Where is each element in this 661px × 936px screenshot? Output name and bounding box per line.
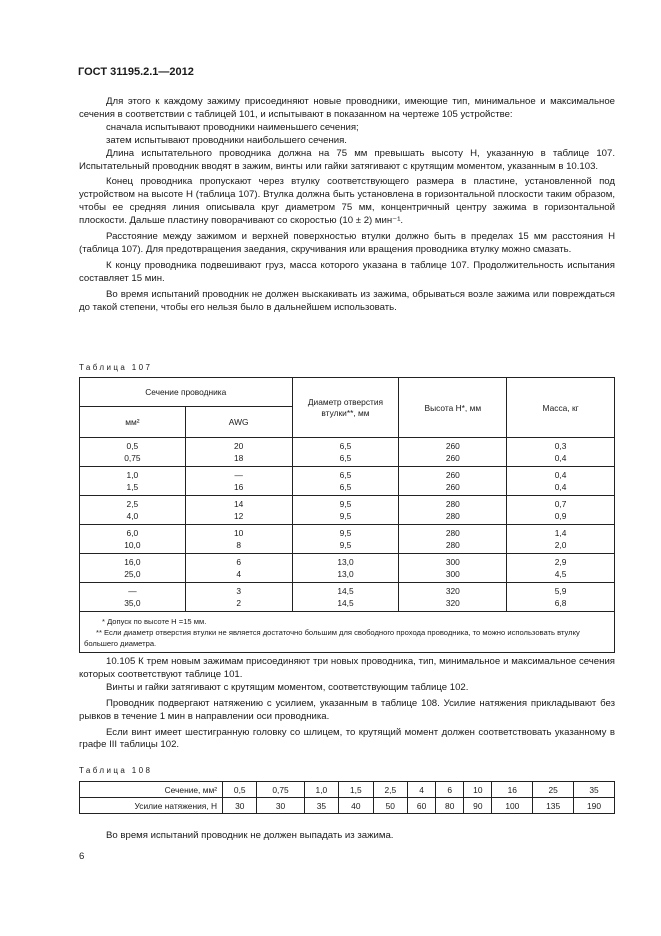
header-awg: AWG <box>185 407 292 438</box>
table-cell-mass: 2,9 4,5 <box>507 554 615 583</box>
table-cell: 0,5 <box>223 782 257 798</box>
footnote-1: * Допуск по высоте H =15 мм. <box>102 617 207 626</box>
table-cell: 100 <box>492 798 533 814</box>
table-cell-awg: 6 4 <box>185 554 292 583</box>
paragraph: Во время испытаний проводник не должен выскакивать из зажима, обрываться возле зажима или повреждаться до такой степени, чтобы его нельзя было в дальнейшем использовать. <box>79 288 615 313</box>
table-cell: 80 <box>436 798 464 814</box>
paragraph: К концу проводника подвешивают груз, масса которого указана в таблице 107. Продолжительность испытания составляет 15 мин. <box>79 259 615 284</box>
row-label-section: Сечение, мм² <box>80 782 223 798</box>
table-107 <box>79 377 615 653</box>
table-cell-mm: 6,0 10,0 <box>80 525 186 554</box>
table-cell-mass: 1,4 2,0 <box>507 525 615 554</box>
table-cell-diameter: 6,5 6,5 <box>292 467 399 496</box>
table-cell-mass: 0,7 0,9 <box>507 496 615 525</box>
table-cell-mm: 16,0 25,0 <box>80 554 186 583</box>
paragraph: Винты и гайки затягивают с крутящим моментом, соответствующим таблице 102. <box>106 681 469 693</box>
table-cell: 135 <box>533 798 574 814</box>
header-mm: мм² <box>80 407 186 438</box>
header-mass: Масса, кг <box>507 378 615 438</box>
table-cell: 16 <box>492 782 533 798</box>
table-footnotes <box>80 612 615 653</box>
header-diameter: Диаметр отверстия втулки**, мм <box>292 378 399 438</box>
table-cell: 1,0 <box>304 782 338 798</box>
paragraph: Конец проводника пропускают через втулку соответствующего размера в пластине, установленной под устройством на высоте H (таблица 107). Втулка должна быть установлена в горизонтальной плоскости таким образом, чтобы ее средняя линия описывала круг диаметром 75 мм, концентричный центру зажима в горизонтальной плоскости. Дальше пластину поворачивают со скоростью (10 ± 2) мин⁻¹. <box>79 176 615 227</box>
table-row <box>80 496 615 525</box>
table-cell: 0,75 <box>257 782 304 798</box>
table-cell-mm: 1,0 1,5 <box>80 467 186 496</box>
table-108-caption: Таблица 108 <box>79 766 153 775</box>
table-row <box>80 467 615 496</box>
table-cell: 6 <box>436 782 464 798</box>
table-cell-height: 260 260 <box>399 438 507 467</box>
list-item: сначала испытывают проводники наименьшего сечения; <box>106 121 359 133</box>
table-108 <box>79 781 615 814</box>
table-cell-mm: — 35,0 <box>80 583 186 612</box>
paragraph: Проводник подвергают натяжению с усилием, указанным в таблице 108. Усилие натяжения прикладывают без рывков в течение 1 мин в направлении оси проводника. <box>79 697 615 722</box>
table-cell-height: 320 320 <box>399 583 507 612</box>
paragraph: 10.105 К трем новым зажимам присоединяют три новых проводника, тип, минимальное и максимальное сечения которых соответствуют таблице 101. <box>79 656 615 680</box>
table-cell-diameter: 9,5 9,5 <box>292 525 399 554</box>
paragraph: Для этого к каждому зажиму присоединяют новые проводники, имеющие тип, минимальное и максимальное сечения в соответствии с таблицей 101, и испытывают в показанном на чертеже 105 устройстве: <box>79 96 615 120</box>
paragraph: Расстояние между зажимом и верхней поверхностью втулки должно быть в пределах 15 мм расстояния H (таблица 107). Для предотвращения заедания, скручивания или вращения проводника втулку можно смазать. <box>79 231 615 255</box>
footnote-2: ** Если диаметр отверстия втулки не является достаточно большим для свободного прохода проводника, то можно использовать втулку большего диаметра. <box>84 628 580 648</box>
table-cell-height: 260 260 <box>399 467 507 496</box>
table-cell: 50 <box>373 798 407 814</box>
table-cell-mm: 0,5 0,75 <box>80 438 186 467</box>
table-cell-diameter: 9,5 9,5 <box>292 496 399 525</box>
table-cell-diameter: 14,5 14,5 <box>292 583 399 612</box>
table-cell: 40 <box>339 798 373 814</box>
table-cell-awg: 3 2 <box>185 583 292 612</box>
table-cell: 1,5 <box>339 782 373 798</box>
table-107-caption: Таблица 107 <box>79 363 153 372</box>
table-cell-diameter: 6,5 6,5 <box>292 438 399 467</box>
table-row <box>80 583 615 612</box>
table-cell: 190 <box>574 798 615 814</box>
table-cell: 30 <box>257 798 304 814</box>
table-cell-awg: — 16 <box>185 467 292 496</box>
table-cell-awg: 14 12 <box>185 496 292 525</box>
header-height: Высота H*, мм <box>399 378 507 438</box>
list-item: затем испытывают проводники наибольшего сечения. <box>106 134 347 146</box>
paragraph: Если винт имеет шестигранную головку со шлицем, то крутящий момент должен соответствовать указанному в графе III таблицы 102. <box>79 726 615 751</box>
table-cell: 60 <box>408 798 436 814</box>
text-block-2 <box>79 656 615 752</box>
table-cell-height: 300 300 <box>399 554 507 583</box>
table-cell: 10 <box>464 782 492 798</box>
table-cell: 4 <box>408 782 436 798</box>
row-label-force: Усилие натяжения, Н <box>80 798 223 814</box>
table-cell: 35 <box>574 782 615 798</box>
table-cell-awg: 10 8 <box>185 525 292 554</box>
final-paragraph: Во время испытаний проводник не должен выпадать из зажима. <box>106 830 394 841</box>
table-cell-diameter: 13,0 13,0 <box>292 554 399 583</box>
page-number: 6 <box>79 851 85 862</box>
table-cell: 35 <box>304 798 338 814</box>
table-cell: 30 <box>223 798 257 814</box>
table-cell: 25 <box>533 782 574 798</box>
paragraph: Длина испытательного проводника должна на 75 мм превышать высоту H, указанную в таблице 107. Испытательный проводник вводят в зажим, винты или гайки затягивают с крутящим моментом, указанным в 10.103. <box>79 147 615 172</box>
table-row <box>80 554 615 583</box>
table-cell-mass: 5,9 6,8 <box>507 583 615 612</box>
table-cell: 90 <box>464 798 492 814</box>
table-cell-height: 280 280 <box>399 496 507 525</box>
text-block-1 <box>79 96 615 315</box>
table-cell-mass: 0,4 0,4 <box>507 467 615 496</box>
table-row <box>80 438 615 467</box>
table-cell-mass: 0,3 0,4 <box>507 438 615 467</box>
document-header: ГОСТ 31195.2.1—2012 <box>78 66 194 78</box>
table-row <box>80 525 615 554</box>
header-section: Сечение проводника <box>80 378 293 407</box>
table-cell: 2,5 <box>373 782 407 798</box>
table-cell-mm: 2,5 4,0 <box>80 496 186 525</box>
table-cell-height: 280 280 <box>399 525 507 554</box>
table-cell-awg: 20 18 <box>185 438 292 467</box>
